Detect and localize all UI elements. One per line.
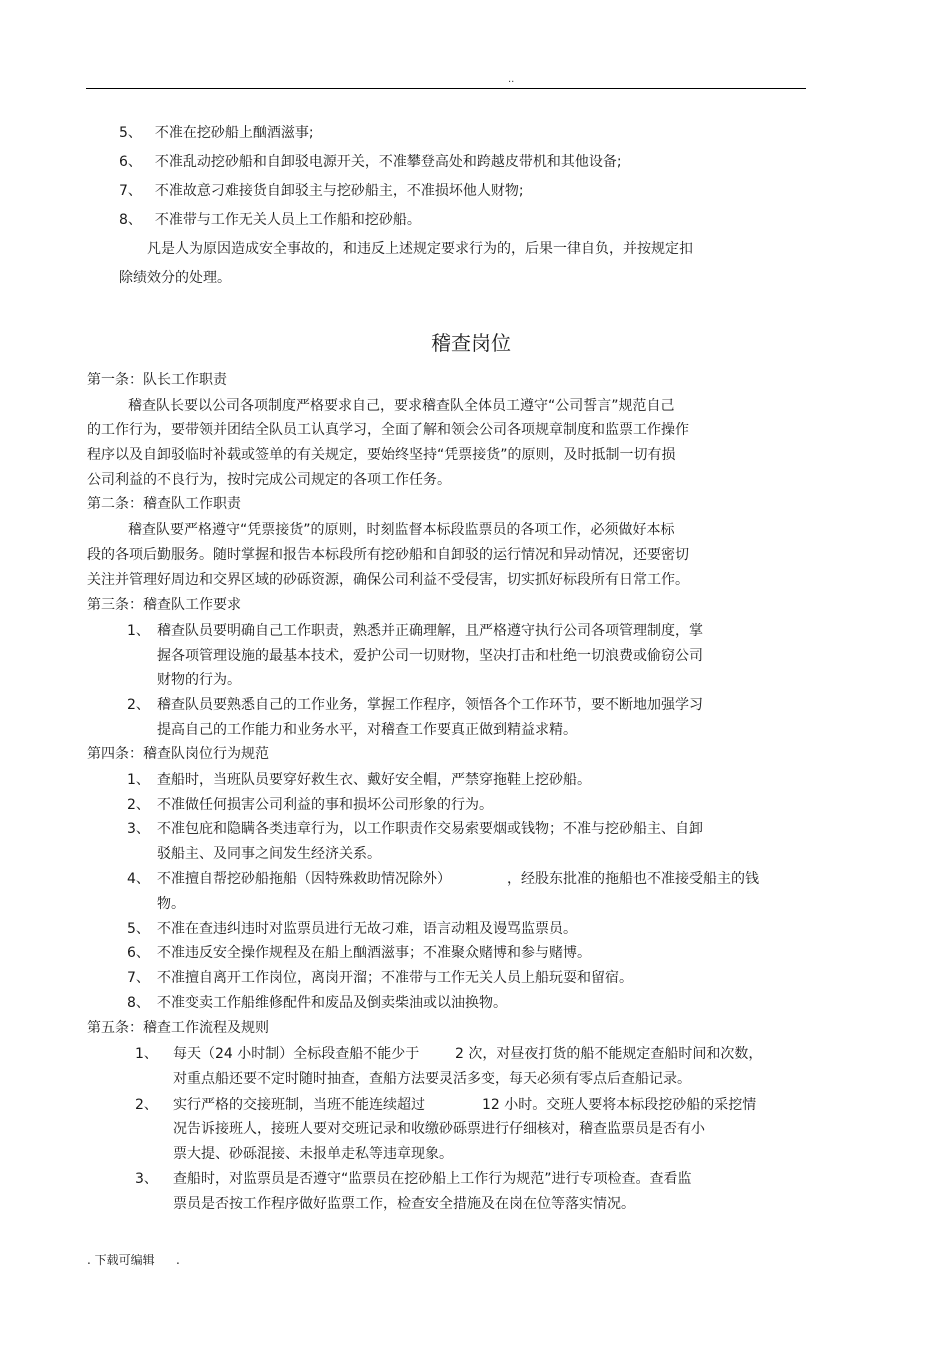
item-number: 8、 xyxy=(119,212,142,228)
item-text: 不准带与工作无关人员上工作船和挖砂船。 xyxy=(154,212,421,228)
article-heading: 第三条：稽查队工作要求 xyxy=(87,597,241,613)
item-text: 不准乱动挖砂船和自卸驳电源开关，不准攀登高处和跨越皮带机和其他设备; xyxy=(154,154,622,170)
item-number: 6、 xyxy=(119,154,142,170)
footer-dot: . xyxy=(176,1253,180,1267)
item-line: 查船时，当班队员要穿好救生衣、戴好安全帽，严禁穿拖鞋上挖砂船。 xyxy=(157,772,591,788)
item-line: 不准擅自离开工作岗位，离岗开溜；不准带与工作无关人员上船玩耍和留宿。 xyxy=(157,970,633,986)
list-item xyxy=(119,211,421,229)
item-line: 财物的行为。 xyxy=(157,672,241,688)
item-text: 不准故意刁难接货自卸驳主与挖砂船主，不准损坏他人财物; xyxy=(154,183,524,199)
item-line-tail: ，经股东批准的拖船也不准接受船主的钱 xyxy=(507,871,759,887)
header-marker: .. xyxy=(508,74,515,85)
article-heading: 第五条：稽查工作流程及规则 xyxy=(87,1020,269,1036)
intro-paragraph-line: 凡是人为原因造成安全事故的，和违反上述规定要求行为的，后果一律自负，并按规定扣 xyxy=(147,241,693,257)
item-line: 不准包庇和隐瞒各类违章行为，以工作职责作交易索要烟或钱物；不准与挖砂船主、自卸 xyxy=(157,821,703,837)
item-number: 2、 xyxy=(127,797,150,813)
item-line: 票员是否按工作程序做好监票工作，检查安全措施及在岗在位等落实情况。 xyxy=(173,1196,635,1212)
item-number: 1、 xyxy=(127,623,150,639)
article-heading: 第四条：稽查队岗位行为规范 xyxy=(87,746,269,762)
item-line: 不准违反安全操作规程及在船上酗酒滋事；不准聚众赌博和参与赌博。 xyxy=(157,945,591,961)
item-line: 票大提、砂砾混接、未报单走私等违章现象。 xyxy=(173,1146,453,1162)
article-line: 稽查队要严格遵守“凭票接货”的原则，时刻监督本标段监票员的各项工作，必须做好本标 xyxy=(128,522,675,538)
item-line: 不准做任何损害公司利益的事和损坏公司形象的行为。 xyxy=(157,797,493,813)
list-item xyxy=(119,182,524,200)
item-line: 稽查队员要明确自己工作职责，熟悉并正确理解，且严格遵守执行公司各项管理制度，掌 xyxy=(157,623,703,639)
item-line: 每天（24 小时制）全标段查船不能少于 xyxy=(173,1046,420,1062)
item-line: 物。 xyxy=(157,896,185,912)
item-line: 驳船主、及同事之间发生经济关系。 xyxy=(157,846,381,862)
item-line: 提高自己的工作能力和业务水平，对稽查工作要真正做到精益求精。 xyxy=(157,722,577,738)
item-line: 查船时，对监票员是否遵守“监票员在挖砂船上工作行为规范”进行专项检查。查看监 xyxy=(173,1171,692,1187)
item-line: 不准变卖工作船维修配件和废品及倒卖柴油或以油换物。 xyxy=(157,995,507,1011)
article-heading: 第一条：队长工作职责 xyxy=(87,372,227,388)
footer-text: . 下载可编辑 xyxy=(87,1253,155,1267)
page-title: 稽查岗位 xyxy=(431,331,511,355)
item-line: 2 次，对昼夜打货的船不能规定查船时间和次数， xyxy=(455,1046,763,1062)
item-number: 5、 xyxy=(119,125,142,141)
item-number: 4、 xyxy=(127,871,150,887)
item-line: 稽查队员要熟悉自己的工作业务，掌握工作程序，领悟各个工作环节，要不断地加强学习 xyxy=(157,697,703,713)
item-number: 7、 xyxy=(127,970,150,986)
article-line: 关注并管理好周边和交界区域的砂砾资源，确保公司利益不受侵害，切实抓好标段所有日常工作。 xyxy=(87,572,689,588)
item-line: 对重点船还要不定时随时抽查，查船方法要灵活多变，每天必须有零点后查船记录。 xyxy=(173,1071,691,1087)
item-number: 1、 xyxy=(127,772,150,788)
article-line: 公司利益的不良行为，按时完成公司规定的各项工作任务。 xyxy=(87,472,451,488)
list-item xyxy=(119,153,622,171)
intro-paragraph-line: 除绩效分的处理。 xyxy=(119,270,231,286)
item-number: 2、 xyxy=(127,697,150,713)
item-line: 12 小时。交班人要将本标段挖砂船的采挖情 xyxy=(482,1097,757,1113)
item-number: 3、 xyxy=(135,1171,158,1187)
list-item xyxy=(119,124,314,142)
item-line: 实行严格的交接班制，当班不能连续超过 xyxy=(173,1097,425,1113)
item-number: 7、 xyxy=(119,183,142,199)
article-line: 稽查队长要以公司各项制度严格要求自己，要求稽查队全体员工遵守“公司誓言”规范自己 xyxy=(128,398,675,414)
item-number: 6、 xyxy=(127,945,150,961)
article-heading: 第二条：稽查队工作职责 xyxy=(87,496,241,512)
item-number: 1、 xyxy=(135,1046,158,1062)
article-line: 段的各项后勤服务。随时掌握和报告本标段所有挖砂船和自卸驳的运行情况和异动情况，还要密切 xyxy=(87,547,689,563)
item-number: 5、 xyxy=(127,921,150,937)
article-line: 的工作行为，要带领并团结全队员工认真学习，全面了解和领会公司各项规章制度和监票工作操作 xyxy=(87,422,689,438)
item-line: 况告诉接班人，接班人要对交班记录和收缴砂砾票进行仔细核对，稽查监票员是否有小 xyxy=(173,1121,705,1137)
item-text: 不准在挖砂船上酗酒滋事; xyxy=(154,125,314,141)
header-rule xyxy=(86,88,806,89)
item-number: 3、 xyxy=(127,821,150,837)
item-number: 8、 xyxy=(127,995,150,1011)
item-number: 2、 xyxy=(135,1097,158,1113)
article-line: 程序以及自卸驳临时补载或签单的有关规定，要始终坚持“凭票接货”的原则，及时抵制一切有损 xyxy=(87,447,676,463)
item-line: 不准擅自帮挖砂船拖船（因特殊救助情况除外） xyxy=(157,871,451,887)
item-line: 握各项管理设施的最基本技术，爱护公司一切财物，坚决打击和杜绝一切浪费或偷窃公司 xyxy=(157,648,703,664)
item-line: 不准在查违纠违时对监票员进行无故刁难，语言动粗及谩骂监票员。 xyxy=(157,921,577,937)
